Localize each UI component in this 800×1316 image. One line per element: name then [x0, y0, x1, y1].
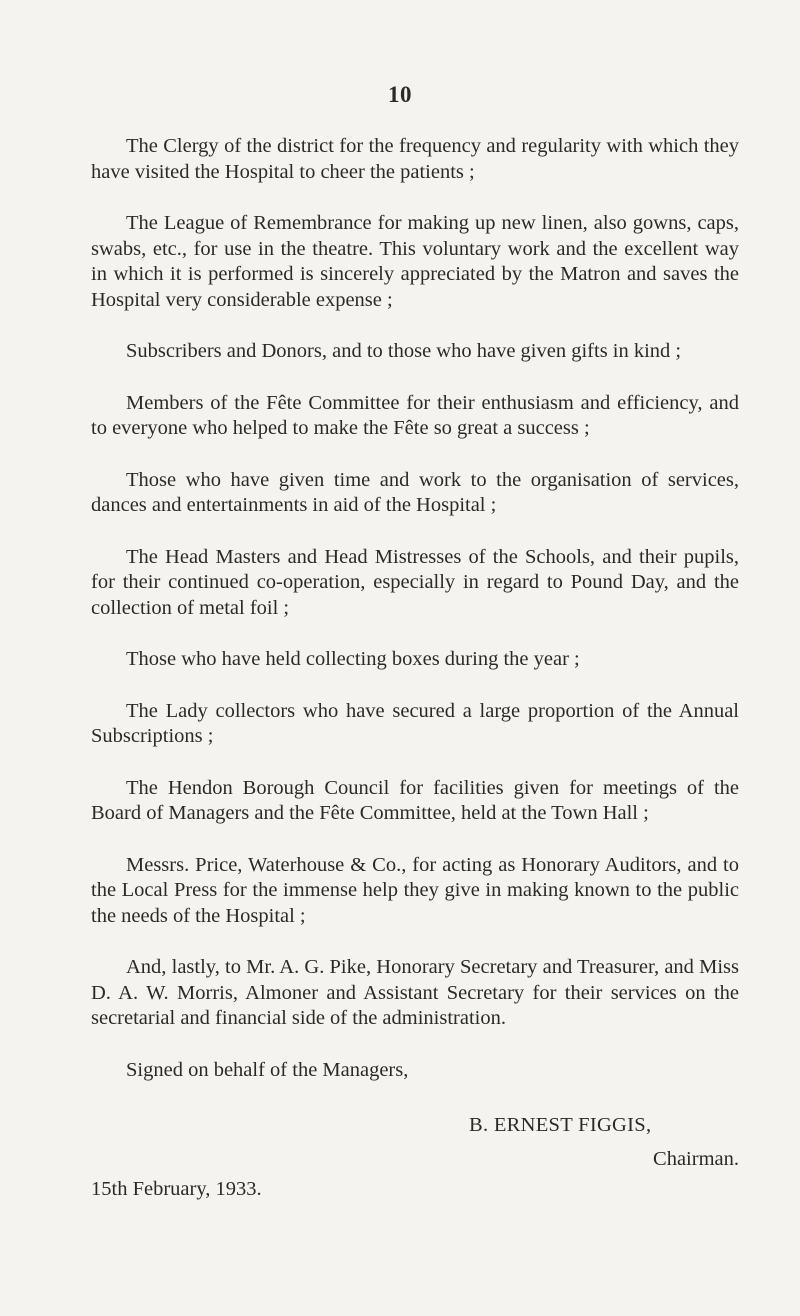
document-body [91, 134, 739, 1209]
paragraph-secretary-almoner: And, lastly, to Mr. A. G. Pike, Honorary Secretary and Treasurer, and Miss D. A. W. Morris, Almoner and Assistant Secretary for their services on the secretarial and financial side of the administration. [91, 956, 739, 1029]
paragraph-lady-collectors: The Lady collectors who have secured a large proportion of the Annual Subscriptions ; [91, 699, 739, 747]
paragraph-hendon-council: The Hendon Borough Council for facilities given for meetings of the Board of Managers and the Fête Committee, held at the Town Hall ; [91, 776, 739, 824]
paragraph-subscribers-donors: Subscribers and Donors, and to those who have given gifts in kind ; [126, 340, 682, 362]
paragraph-fete-committee: Members of the Fête Committee for their enthusiasm and efficiency, and to everyone who helped to make the Fête so great a success ; [91, 391, 739, 439]
paragraph-clergy: The Clergy of the district for the frequency and regularity with which they have visited the Hospital to cheer the patients ; [91, 135, 739, 183]
paragraph-league-of-remembrance: The League of Remembrance for making up new linen, also gowns, caps, swabs, etc., for use in the theatre. This voluntary work and the excellent way in which it is performed is sincerely appreciated by the Matron and saves the Hospital very considerable expense ; [91, 212, 739, 311]
closing-row [91, 1139, 739, 1209]
paragraph-collecting-boxes: Those who have held collecting boxes during the year ; [126, 648, 580, 670]
page-number: 10 [388, 82, 412, 107]
signatory-role: Chairman. [653, 1147, 739, 1170]
signatory-name: B. ERNEST FIGGIS, [469, 1114, 652, 1136]
paragraph-organisation-services: Those who have given time and work to the organisation of services, dances and entertainments in aid of the Hospital ; [91, 468, 739, 516]
signed-line: Signed on behalf of the Managers, [126, 1058, 409, 1081]
paragraph-auditors-press: Messrs. Price, Waterhouse & Co., for acting as Honorary Auditors, and to the Local Press for the immense help they give in making known to the public the needs of the Hospital ; [91, 853, 739, 927]
document-date: 15th February, 1933. [91, 1177, 262, 1200]
paragraph-schools: The Head Masters and Head Mistresses of the Schools, and their pupils, for their continued co-operation, especially in regard to Pound Day, and the collection of metal foil ; [91, 545, 739, 619]
